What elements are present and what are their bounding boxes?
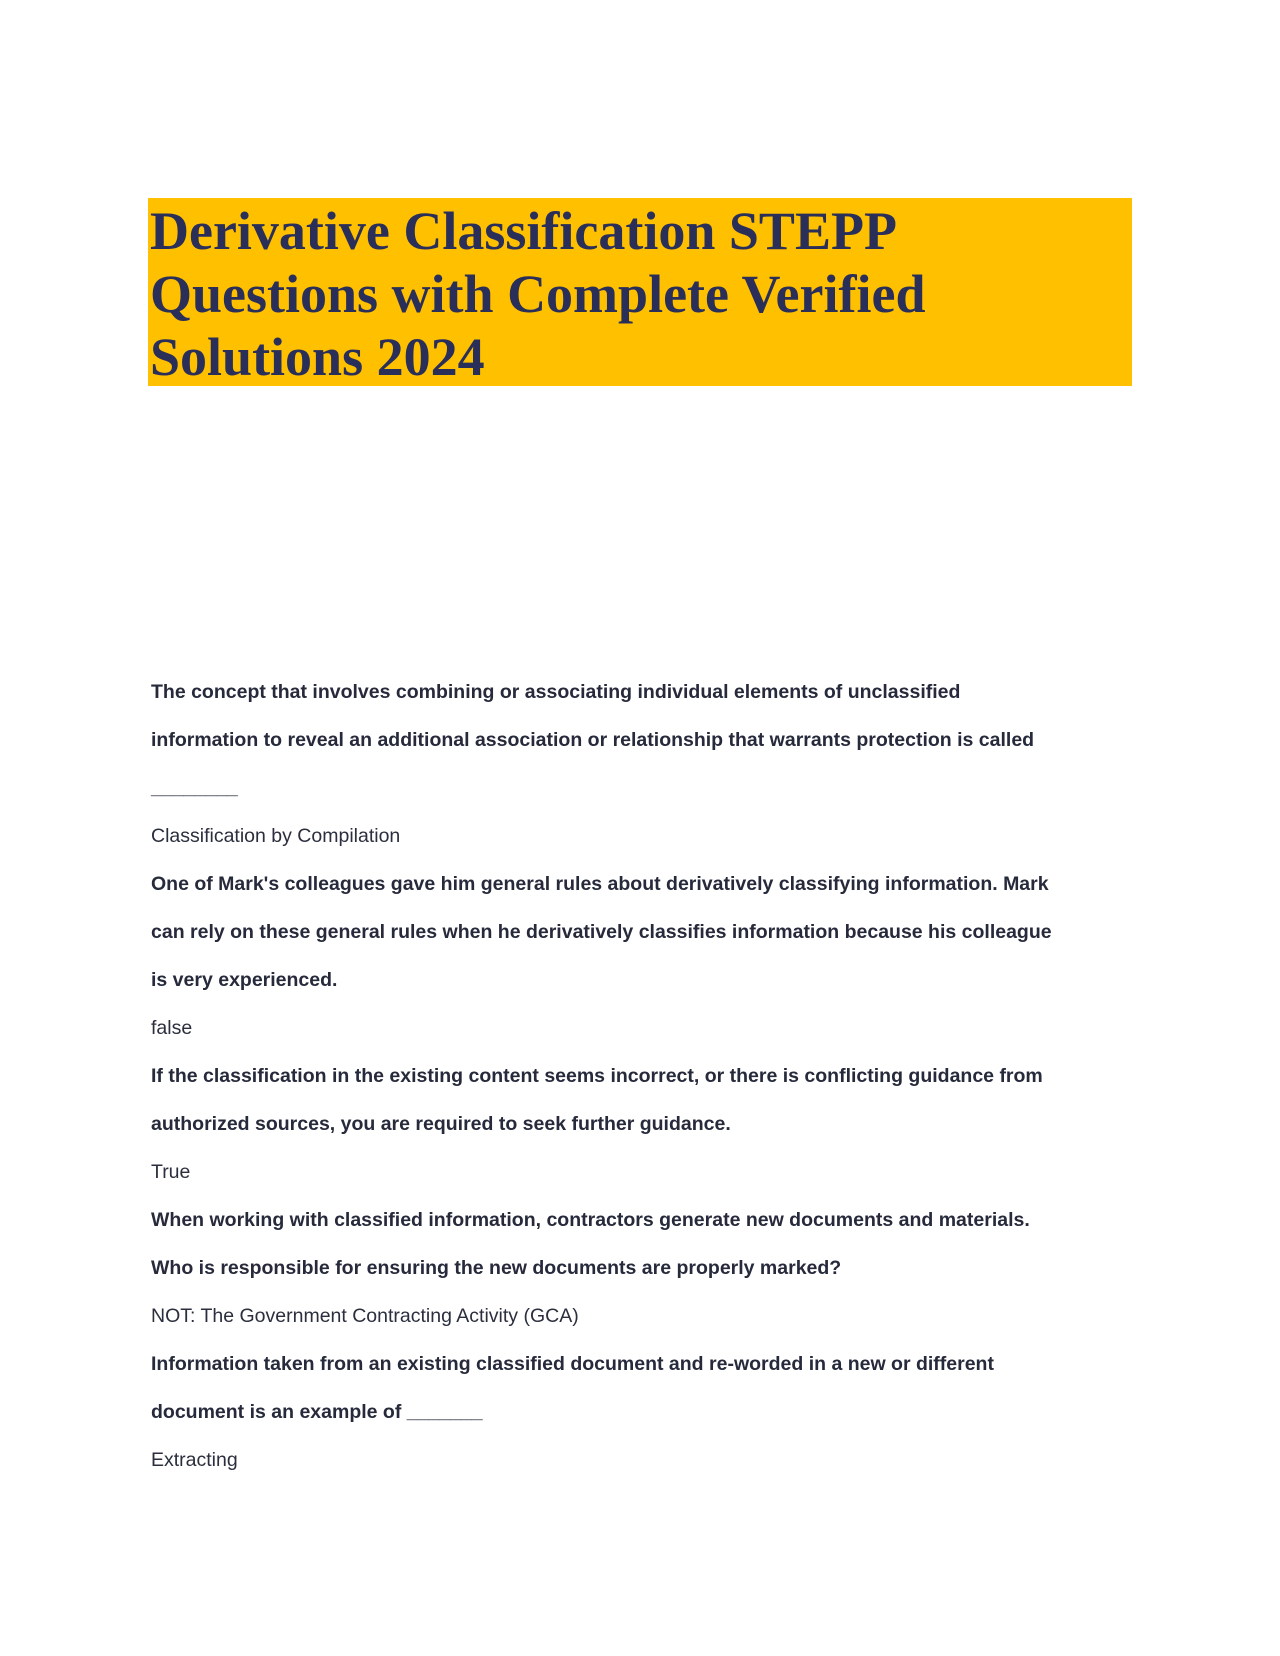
answer: True xyxy=(151,1161,191,1183)
question-line: is very experienced. xyxy=(151,969,338,991)
question-line: authorized sources, you are required to seek further guidance. xyxy=(151,1113,731,1135)
qa-item xyxy=(151,1196,1131,1340)
question-line: When working with classified information, contractors generate new documents and materials. xyxy=(151,1209,1030,1231)
answer: Extracting xyxy=(151,1449,238,1471)
question-line: can rely on these general rules when he derivatively classifies information because his colleague xyxy=(151,921,1052,943)
answer: Classification by Compilation xyxy=(151,825,401,847)
title-line: Questions with Complete Verified xyxy=(150,264,926,324)
title-line: Solutions 2024 xyxy=(150,327,485,387)
question-line: The concept that involves combining or associating individual elements of unclassified xyxy=(151,681,961,703)
qa-list xyxy=(151,668,1131,1484)
question-line: Information taken from an existing classified document and re-worded in a new or different xyxy=(151,1353,994,1375)
question-line: ________ xyxy=(151,777,238,799)
document-title xyxy=(150,200,1130,389)
question-line: Who is responsible for ensuring the new documents are properly marked? xyxy=(151,1257,842,1279)
title-line: Derivative Classification STEPP xyxy=(150,201,897,261)
answer: false xyxy=(151,1017,193,1039)
question-line: information to reveal an additional association or relationship that warrants protection is called xyxy=(151,729,1035,751)
answer: NOT: The Government Contracting Activity (GCA) xyxy=(151,1305,579,1327)
qa-item xyxy=(151,860,1131,1052)
qa-item xyxy=(151,1340,1131,1484)
qa-item xyxy=(151,668,1131,860)
question-line: If the classification in the existing content seems incorrect, or there is conflicting guidance from xyxy=(151,1065,1043,1087)
question-line: One of Mark's colleagues gave him general rules about derivatively classifying information. Mark xyxy=(151,873,1049,895)
qa-item xyxy=(151,1052,1131,1196)
question-line: document is an example of _______ xyxy=(151,1401,483,1423)
